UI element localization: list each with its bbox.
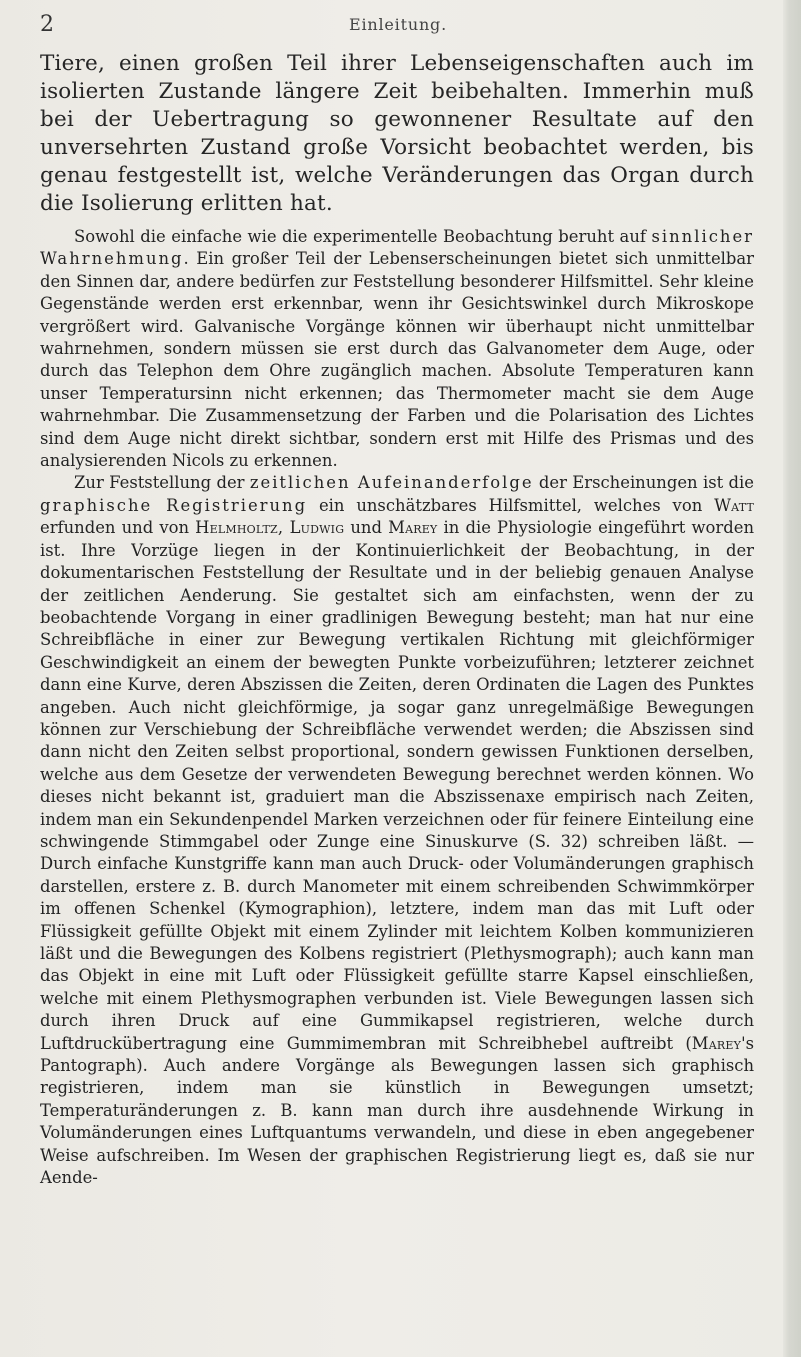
paragraph-text: erfunden und von bbox=[40, 518, 196, 538]
author-marey-pantograph: Marey bbox=[691, 1033, 742, 1053]
page-edge-shadow bbox=[783, 0, 801, 1357]
author-helmholtz-ludwig: Helmholtz, Ludwig bbox=[195, 518, 345, 538]
paragraph-text: ein unschätzbares Hilfsmittel, welches von bbox=[307, 495, 715, 515]
running-head: Einleitung. bbox=[349, 15, 447, 34]
paragraph-text: der Erscheinungen ist die bbox=[533, 473, 754, 493]
paragraph-text: 's Pantograph). Auch andere Vorgänge als Bewegungen lassen sich graphisch registrieren, indem man sie künstlich in Bewegungen umsetzt; Temperaturänderungen z. B. kann man durch ihre ausdehnende Wirkung in Volumänderungen eines Luftquantums verwandeln, und diese in eben angegebener Weise aufschreiben. Im Wesen der graphischen Registrierung liegt es, daß sie nur Aende- bbox=[40, 1033, 754, 1188]
sensory-perception-paragraph bbox=[40, 226, 754, 472]
paragraph-text: Sowohl die einfache wie die experimentelle Beobachtung beruht auf bbox=[74, 227, 652, 246]
lead-paragraph: Tiere, einen großen Teil ihrer Lebenseigenschaften auch im isolierten Zustande längere Zeit beibehalten. Immerhin muß bei der Uebertragung so gewonnener Resultate auf den unversehrten Zustand große Vorsicht beobachtet werden, bis genau festgestellt ist, welche Veränderungen das Organ durch die Isolierung erlitten hat. bbox=[40, 51, 754, 216]
paragraph-text: . Ein großer Teil der Lebenserscheinungen bietet sich unmittelbar den Sinnen dar, andere bedürfen zur Feststellung besonderer Hilfsmittel. Sehr kleine Gegenstände werden erst erkennbar, wenn ihr Gesichtswinkel durch Mikroskope vergrößert wird. Galvanische Vorgänge können wir überhaupt nicht unmittelbar wahrnehmen, sondern müssen sie erst durch das Galvanometer dem Auge, oder durch das Telephon dem Ohre zugänglich machen. Absolute Temperaturen kann unser Temperatursinn nicht erkennen; das Thermometer macht sie dem Auge wahrnehmbar. Die Zusammensetzung der Farben und die Polarisation des Lichtes sind dem Auge nicht direkt sichtbar, sondern erst mit Hilfe des Prismas und des analysierenden Nicols zu erkennen. bbox=[40, 249, 754, 471]
author-marey: Marey bbox=[388, 518, 438, 538]
graphic-registration-paragraph bbox=[40, 472, 754, 1189]
paragraph-text: und bbox=[344, 518, 389, 538]
page-content bbox=[40, 50, 754, 1189]
paragraph-text: Zur Feststellung der bbox=[74, 473, 250, 493]
paragraph-text: in die Physiologie eingeführt worden ist. Ihre Vorzüge liegen in der Kontinuierlichkeit der Beobachtung, in der dokumentarischen Feststellung der Resultate und in der beliebig genauen Analyse der zeitlichen Aenderung. Sie gestaltet sich am einfachsten, wenn der zu beobachtende Vorgang in einer gradlinigen Bewegung besteht; man hat nur eine Schreibfläche in einer zur Bewegung vertikalen Richtung mit gleichförmiger Geschwindigkeit an einem der bewegten Punkte vorbeizuführen; letzterer zeichnet dann eine Kurve, deren Abszissen die Zeiten, deren Ordinaten die Lagen des Punktes angeben. Auch nicht gleichförmige, ja sogar ganz unregelmäßige Bewegungen können zur Verschiebung der Schreibfläche verwendet werden; die Abszissen sind dann nicht den Zeiten selbst proportional, sondern gewissen Funktionen derselben, welche aus dem Gesetze der verwendeten Bewegung berechnet werden können. Wo dieses nicht bekannt ist, graduiert man die Abszissenaxe empirisch nach Zeiten, indem man ein Sekundenpendel Marken verzeichnen oder für feinere Einteilung eine schwingende Stimmgabel oder Zunge eine Sinuskurve (S. 32) schreiben läßt. — Durch einfache Kunstgriffe kann man auch Druck- oder Volumänderungen graphisch darstellen, erstere z. B. durch Manometer mit einem schreibenden Schwimmkörper im offenen Schenkel (Kymographion), letztere, indem man das mit Luft oder Flüssigkeit gefüllte Objekt mit einem Zylinder mit leichtem Kolben kommunizieren läßt und die Bewegungen des Kolbens registriert (Plethysmograph); auch kann man das Objekt in eine mit Luft oder Flüssigkeit gefüllte starre Kapsel einschließen, welche mit einem Plethysmographen verbunden ist. Viele Bewegungen lassen sich durch ihren Druck auf eine Gummikapsel registrieren, welche durch Luftdruckübertragung eine Gummimembran mit Schreibhebel auftreibt ( bbox=[40, 518, 754, 1053]
author-watt: Watt bbox=[714, 495, 754, 515]
emphasis-zeitliche-aufeinanderfolge: zeitlichen Aufeinanderfolge bbox=[249, 473, 534, 493]
page-header bbox=[40, 14, 756, 42]
page-number: 2 bbox=[40, 12, 54, 37]
emphasis-sinnlicher-wahrnehmung: sinnlicher Wahrnehmung bbox=[40, 227, 754, 269]
emphasis-graphische-registrierung: graphische Registrierung bbox=[40, 495, 308, 515]
